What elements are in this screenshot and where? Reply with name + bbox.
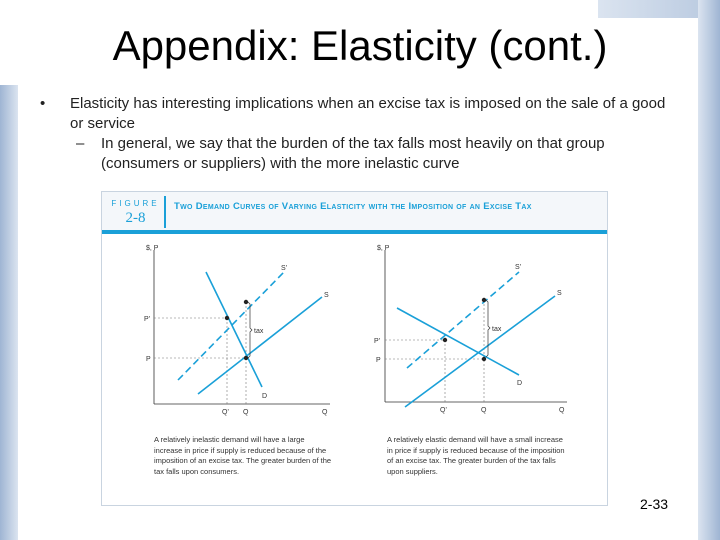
- tax-bracket: [248, 302, 252, 358]
- bullet-item: [40, 94, 680, 134]
- bullet-list: [40, 94, 680, 174]
- graph-elastic: [367, 242, 577, 427]
- p-old-label: P: [146, 356, 151, 363]
- figure-label: FIGURE: [111, 199, 160, 208]
- left-decorative-bar: [0, 85, 18, 540]
- bullet-text: Elasticity has interesting implications when an excise tax is imposed on the sale of a good or service: [70, 95, 666, 132]
- supply-curve: [198, 297, 322, 394]
- figure-accent-stripe: [102, 230, 607, 234]
- tax-label: tax: [492, 326, 502, 333]
- equilibrium-new-point: [443, 338, 447, 342]
- figure-title: Two Demand Curves of Varying Elasticity with the Imposition of an Excise Tax: [174, 201, 532, 212]
- demand-label: D: [517, 380, 523, 387]
- x-axis-label: Q: [322, 409, 328, 416]
- equilibrium-old-point: [244, 356, 248, 360]
- graph-inelastic: [132, 242, 337, 427]
- shifted-supply-curve: [178, 272, 284, 380]
- p-old-label: P: [376, 357, 381, 364]
- caption-elastic: A relatively elastic demand will have a small increase in price if supply is reduced because of the imposition of an excise tax. The greater burden of the tax falls upon suppliers.: [387, 435, 565, 476]
- figure-panel: [101, 191, 608, 506]
- sub-bullet-item: [40, 134, 680, 174]
- q-old-label: Q: [481, 407, 487, 414]
- supply-shift-point: [244, 300, 248, 304]
- y-axis-label: $, P: [146, 245, 159, 252]
- tax-label: tax: [254, 328, 264, 335]
- tax-bracket: [486, 300, 490, 357]
- p-new-label: P': [374, 338, 381, 345]
- sub-bullet-dash: –: [76, 135, 85, 152]
- slide-number: 2-33: [640, 496, 669, 512]
- supply-curve: [405, 296, 555, 407]
- figure-number: 2-8: [125, 210, 146, 226]
- p-new-label: P': [144, 316, 151, 323]
- bullet-dot: •: [40, 95, 46, 112]
- supply-label: S: [557, 290, 562, 297]
- supply-label: S: [324, 292, 329, 299]
- demand-label: D: [262, 393, 268, 400]
- shifted-supply-label: S': [281, 265, 288, 272]
- figure-header: [102, 192, 607, 232]
- slide-title: Appendix: Elasticity (cont.): [112, 22, 608, 69]
- figure-separator: [164, 196, 166, 228]
- q-old-label: Q: [243, 409, 249, 416]
- y-axis-label: $, P: [377, 245, 390, 252]
- right-decorative-bar: [698, 0, 720, 540]
- x-axis-label: Q: [559, 407, 565, 414]
- equilibrium-old-point: [482, 357, 486, 361]
- demand-curve: [397, 308, 519, 375]
- caption-inelastic: A relatively inelastic demand will have a large increase in price if supply is reduced because of the imposition of an excise tax. The greater burden of the tax falls upon consumers.: [154, 435, 332, 476]
- supply-shift-point: [482, 298, 486, 302]
- sub-bullet-text: In general, we say that the burden of the tax falls most heavily on that group (consumers or suppliers) with the more inelastic curve: [101, 135, 605, 172]
- q-new-label: Q': [222, 409, 229, 416]
- shifted-supply-curve: [407, 272, 519, 368]
- q-new-label: Q': [440, 407, 447, 414]
- equilibrium-new-point: [225, 316, 229, 320]
- shifted-supply-label: S': [515, 264, 522, 271]
